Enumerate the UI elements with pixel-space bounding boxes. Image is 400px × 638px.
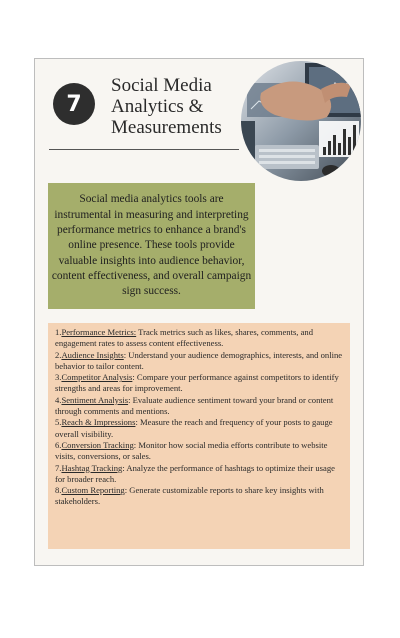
infographic-card: [34, 58, 364, 566]
list-item: 1.Performance Metrics: Track metrics such as likes, shares, comments, and engagement rates to assess content effectiveness.: [55, 327, 314, 349]
list-item-key: Competitor Analysis: [61, 372, 133, 383]
list-item-key: Sentiment Analysis: [61, 394, 129, 405]
list-item-key: Performance Metrics:: [61, 327, 137, 337]
intro-text-box: Social media analytics tools are instrumental in measuring and interpreting performance metrics to enhance a brand's online presence. These tools provide valuable insights into audience behavior, content effectiveness, and overall campaign sign success.: [48, 183, 255, 309]
list-item: 6.Conversion Tracking: Monitor how social media efforts contribute to website visits, conversions, or sales.: [55, 439, 328, 462]
feature-list: [48, 323, 350, 549]
list-item: 4.Sentiment Analysis: Evaluate audience sentiment toward your brand or content through comments and mentions.: [55, 394, 334, 417]
list-item: 8.Custom Reporting: Generate customizable reports to share key insights with stakeholders.: [55, 485, 324, 507]
title-divider: [49, 149, 239, 150]
list-item-key: Audience Insights: [61, 349, 124, 360]
title-line-1: Social Media: [111, 75, 212, 96]
list-item-key: Hashtag Tracking: [61, 462, 123, 473]
list-item: 7.Hashtag Tracking: Analyze the performance of hashtags to optimize their usage for broader reach.: [55, 462, 335, 484]
list-item: 3.Competitor Analysis: Compare your performance against competitors to identify strengths and areas for improvement.: [55, 372, 339, 394]
list-item: 5.Reach & Impressions: Measure the reach and frequency of your posts to gauge overall visibility.: [55, 417, 333, 439]
list-item: 2.Audience Insights: Understand your audience demographics, interests, and online behavior to tailor content.: [55, 349, 343, 371]
title-line-3: Measurements: [111, 117, 222, 138]
analytics-photo: [235, 61, 363, 185]
list-item-key: Conversion Tracking: [61, 439, 134, 450]
list-item-key: Reach & Impressions: [61, 417, 136, 428]
list-item-key: Custom Reporting: [61, 485, 125, 496]
title-line-2: Analytics &: [111, 96, 204, 117]
section-number-badge: 7: [53, 83, 95, 125]
